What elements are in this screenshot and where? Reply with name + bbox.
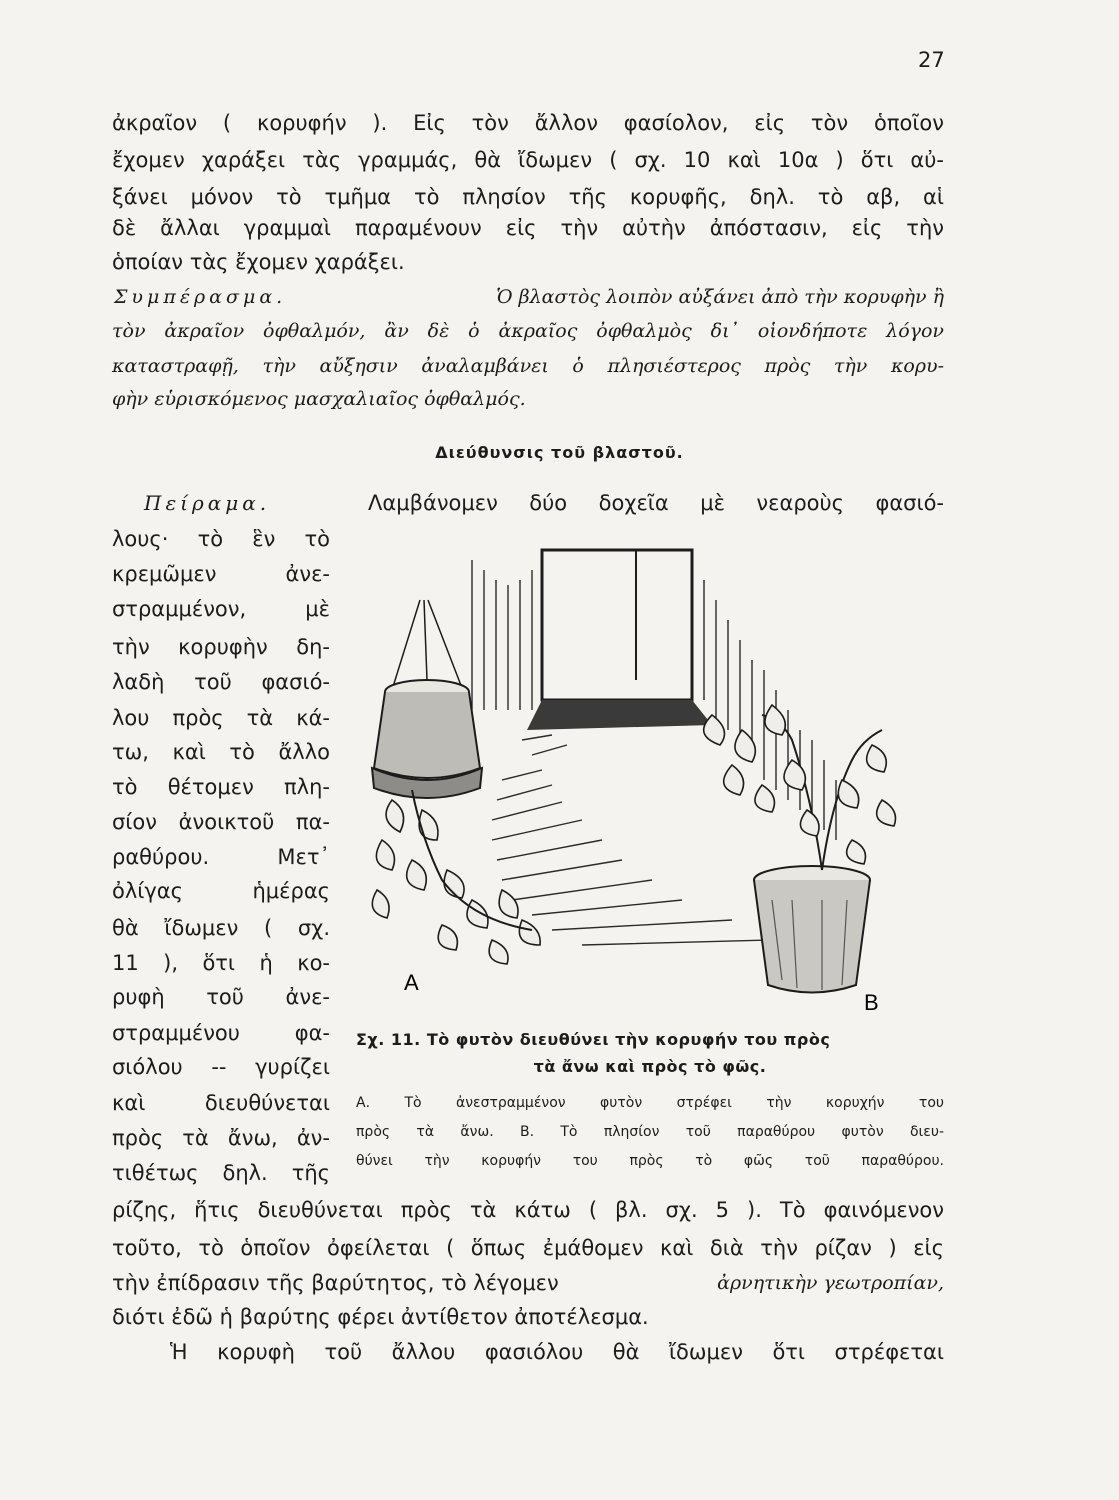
column-line: λαδὴ τοῦ φασιό- [112, 670, 330, 694]
plant-a-leaves [372, 800, 540, 964]
conclusion-label: Συμπέρασμα. [114, 286, 287, 308]
paragraph-line: ὁποίαν τὰς ἔχομεν χαράξει. [112, 250, 405, 274]
hanging-strings [392, 600, 462, 690]
column-line: λους· τὸ ἓν τὸ [112, 527, 330, 551]
conclusion-first-line [114, 282, 944, 312]
hanging-pot [372, 680, 482, 798]
conclusion-text: Ὁ βλαστὸς λοιπὸν αὐξάνει ἀπὸ τὴν κορυφὴν ἢ [496, 286, 944, 308]
column-line: ὀλίγας ἡμέρας [112, 879, 330, 903]
column-line: 11 ), ὅτι ἡ κο- [112, 951, 330, 975]
column-line: σιόλου -- γυρίζει [112, 1055, 330, 1079]
column-line: κρεμῶμεν ἀνε- [112, 562, 330, 586]
paragraph-line: ξάνει μόνον τὸ τμῆμα τὸ πλησίον τῆς κορυφῆς, δηλ. τὸ αβ, αἱ [112, 185, 944, 209]
paragraph-line: δὲ ἄλλαι γραμμαὶ παραμένουν εἰς τὴν αὐτὴν ἀπόστασιν, εἰς τὴν [112, 216, 944, 240]
negative-geotropism-term: ἀρνητικὴν γεωτροπίαν, [717, 1272, 944, 1294]
window-pot [754, 866, 870, 993]
section-heading: Διεύθυνσις τοῦ βλαστοῦ. [435, 443, 684, 462]
experiment-label: Πείραμα. [144, 491, 271, 515]
column-line: ραθύρου. Μετ᾽ [112, 845, 330, 869]
caption-title-cont: τὰ ἄνω καὶ πρὸς τὸ φῶς. [533, 1057, 767, 1076]
column-line: τω, καὶ τὸ ἄλλο [112, 740, 330, 764]
paragraph-text: τὴν ἐπίδρασιν τῆς βαρύτητος, τὸ λέγομεν [112, 1271, 559, 1295]
column-line: τὸ θέτομεν πλη- [112, 775, 330, 799]
conclusion-line: τὸν ἀκραῖον ὀφθαλμόν, ἂν δὲ ὁ ἀκραῖος ὀφθαλμὸς δι᾽ οἱονδήποτε λόγον [112, 320, 944, 342]
paragraph-line: Ἡ κορυφὴ τοῦ ἄλλου φασιόλου θὰ ἴδωμεν ὅτι στρέφεται [170, 1340, 944, 1364]
window [542, 550, 692, 700]
caption-line: πρὸς τὰ ἄνω. Β. Τὸ πλησίον τοῦ παραθύρου φυτὸν διευ- [356, 1124, 944, 1140]
column-line: ρυφὴ τοῦ ἀνε- [112, 985, 330, 1009]
caption-line: Α. Τὸ ἀνεστραμμένον φυτὸν στρέφει τὴν κορυχήν του [356, 1095, 944, 1111]
column-line: θὰ ἴδωμεν ( σχ. [112, 916, 330, 940]
experiment-first-line: Λαμβάνομεν δύο δοχεῖα μὲ νεαροὺς φασιό- [368, 491, 944, 515]
paragraph-line: ρίζης, ἥτις διευθύνεται πρὸς τὰ κάτω ( βλ. σχ. 5 ). Τὸ φαινόμενον [112, 1198, 944, 1222]
conclusion-line: καταστραφῇ, τὴν αὔξησιν ἀναλαμβάνει ὁ πλησιέστερος πρὸς τὴν κορυ- [112, 355, 944, 377]
plant-b-leaves [704, 705, 896, 864]
column-line: πρὸς τὰ ἄνω, ἀν- [112, 1126, 330, 1150]
paragraph-line: ἔχομεν χαράξει τὰς γραμμάς, θὰ ἴδωμεν ( σχ. 10 καὶ 10α ) ὅτι αὐ- [112, 148, 944, 172]
column-line: τιθέτως δηλ. τῆς [112, 1161, 330, 1185]
caption-line: θύνει τὴν κορυφήν του πρὸς τὸ φῶς τοῦ παραθύρου. [356, 1153, 944, 1169]
figure-label-b: Β [864, 990, 879, 1015]
conclusion-line: φὴν εὑρισκόμενος μασχαλιαῖος ὀφθαλμός. [112, 388, 526, 410]
column-line: λου πρὸς τὰ κά- [112, 706, 330, 730]
column-line: στραμμένον, μὲ [112, 597, 330, 621]
plant-illustration [352, 540, 948, 1020]
paragraph-line: ἀκραῖον ( κορυφήν ). Εἰς τὸν ἄλλον φασίολον, εἰς τὸν ὁποῖον [112, 111, 944, 135]
figure-illustration [352, 540, 948, 1020]
column-line: σίον ἀνοικτοῦ πα- [112, 810, 330, 834]
paragraph-line: διότι ἐδῶ ἡ βαρύτης φέρει ἀντίθετον ἀποτέλεσμα. [112, 1305, 649, 1329]
column-line: καὶ διευθύνεται [112, 1091, 330, 1115]
column-line: στραμμένου φα- [112, 1021, 330, 1045]
column-line: τὴν κορυφὴν δη- [112, 635, 330, 659]
figure-label-a: Α [404, 970, 419, 995]
paragraph-line-with-term [112, 1268, 944, 1298]
page-number: 27 [918, 48, 945, 72]
paragraph-line: τοῦτο, τὸ ὁποῖον ὀφείλεται ( ὅπως ἐμάθομεν καὶ διὰ τὴν ρίζαν ) εἰς [112, 1236, 944, 1260]
caption-title: Σχ. 11. Τὸ φυτὸν διευθύνει τὴν κορυφήν του πρὸς [356, 1030, 831, 1049]
